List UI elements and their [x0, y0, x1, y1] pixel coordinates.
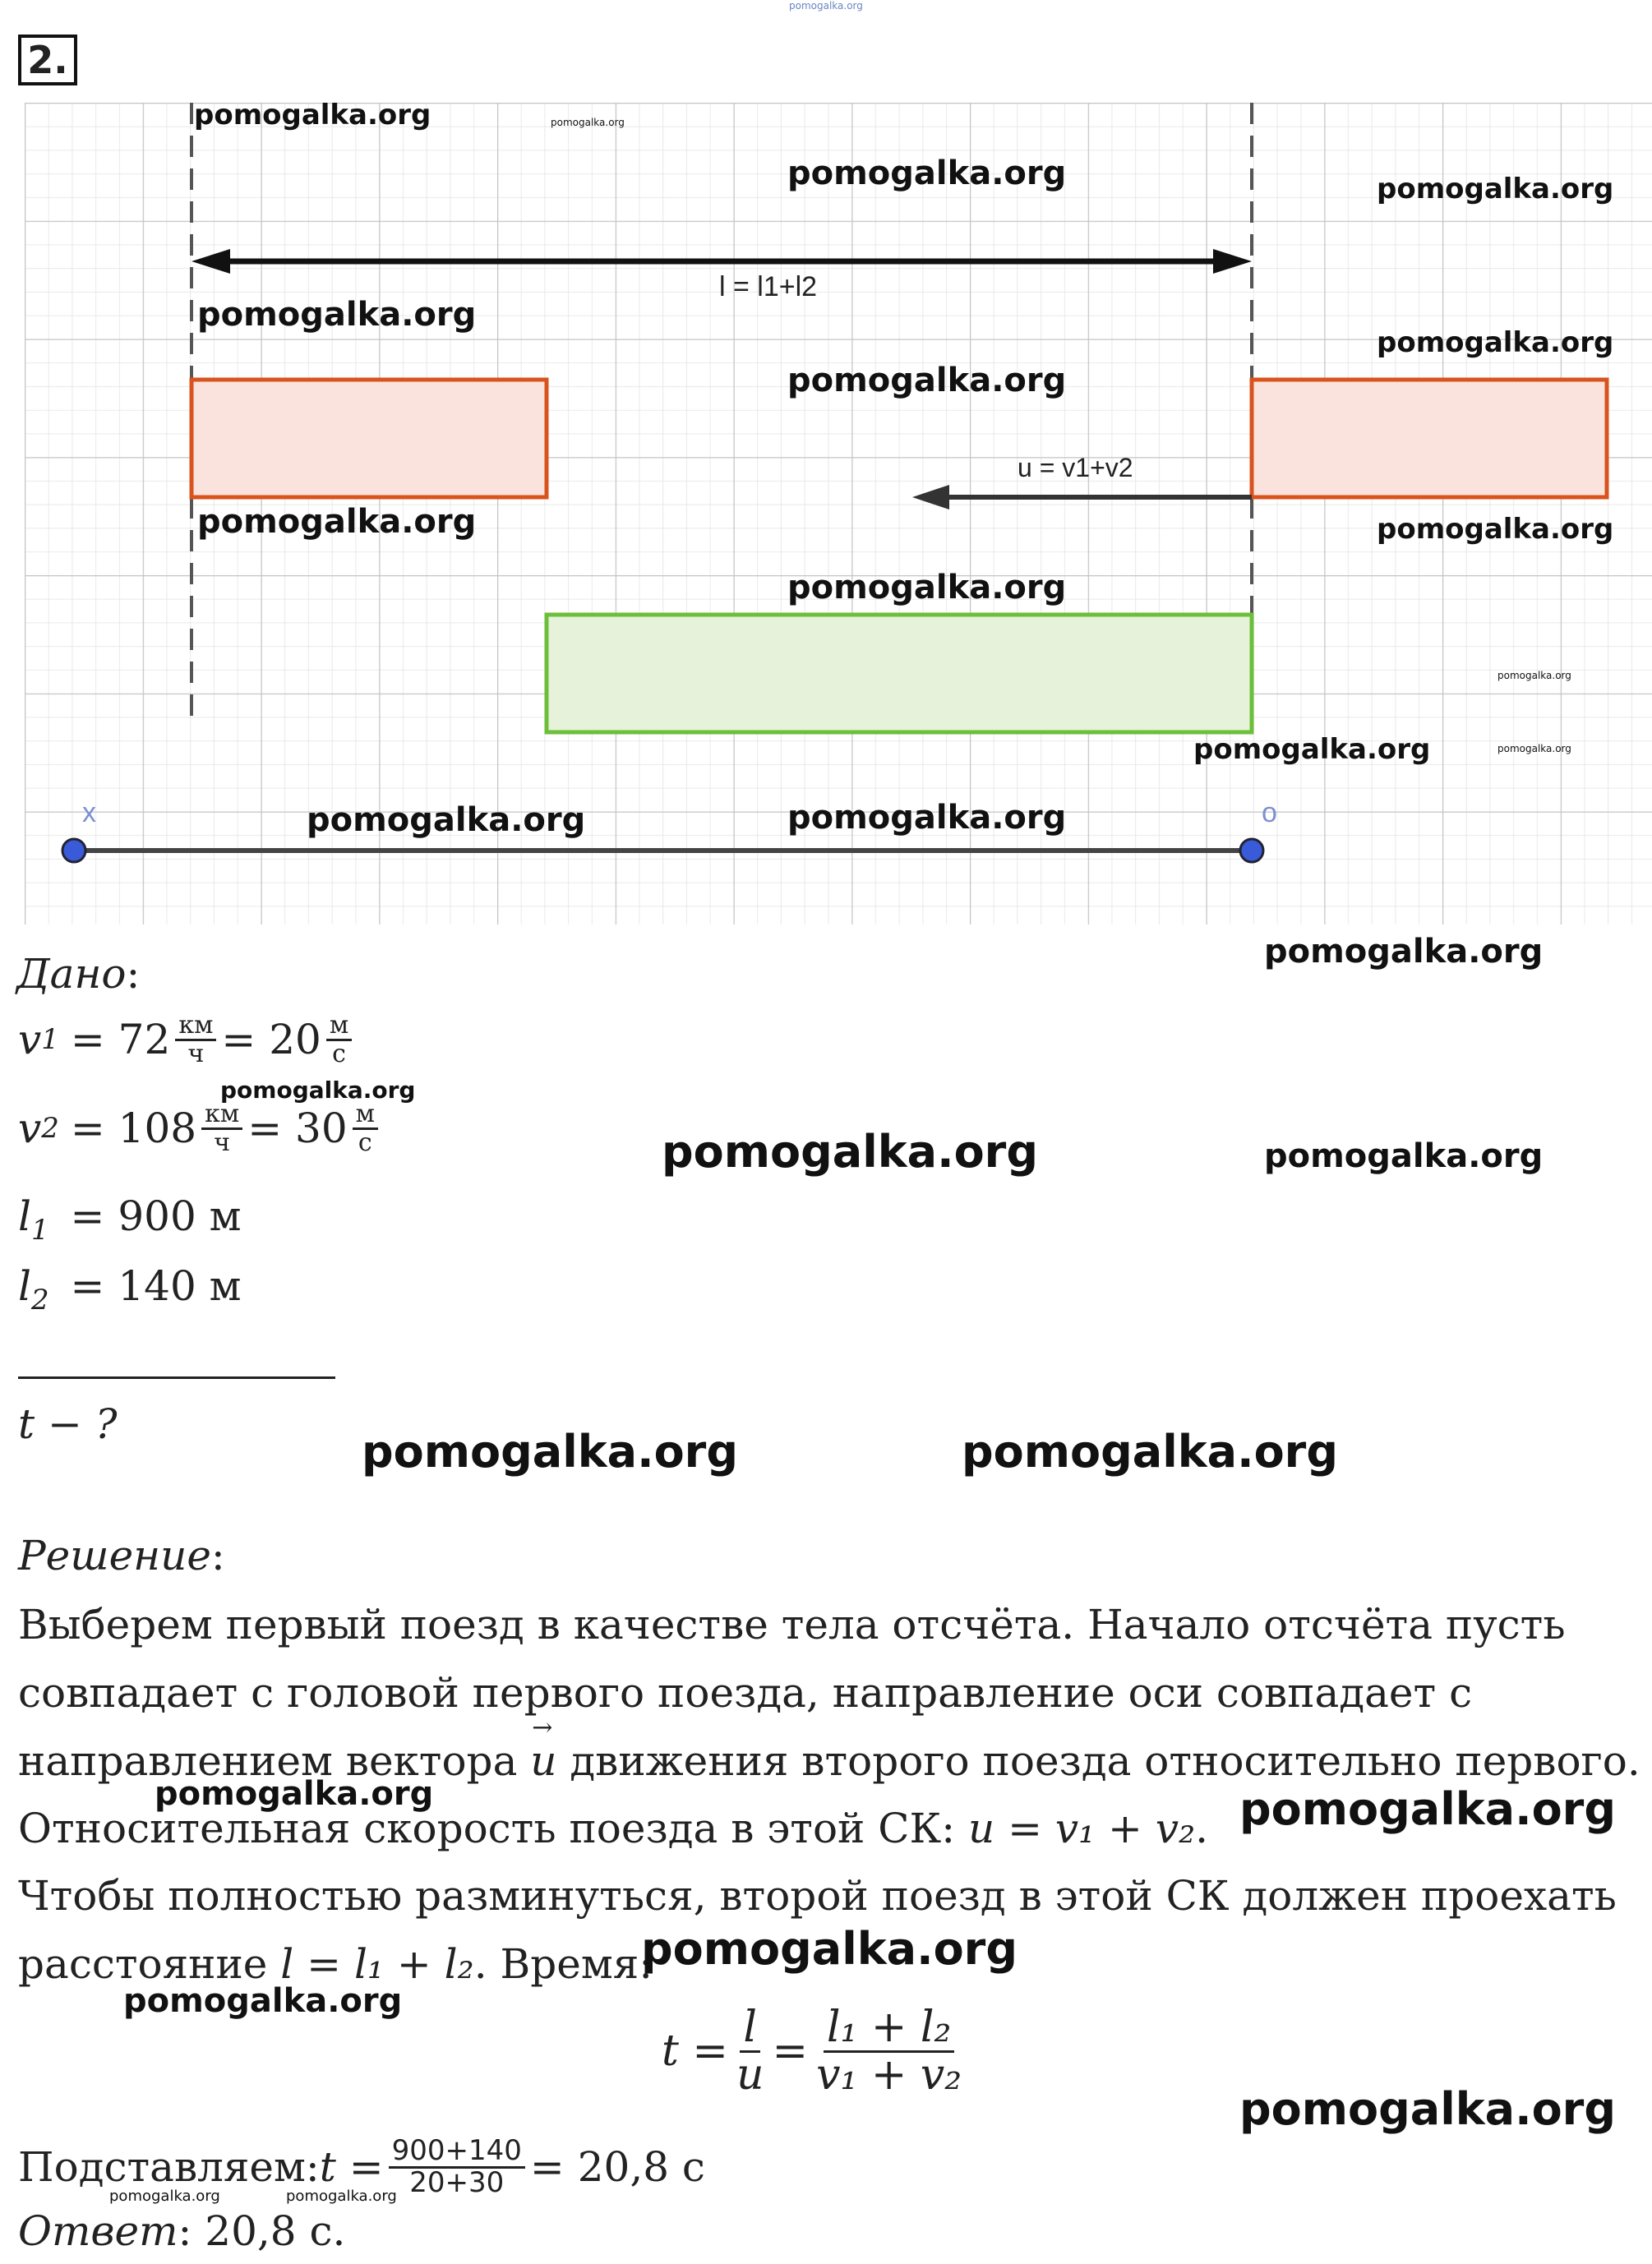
- find-label: t − ?: [18, 1400, 118, 1448]
- axis-origin-label: o: [1262, 797, 1277, 828]
- given-divider: [18, 1376, 335, 1379]
- solution-line-4: Относительная скорость поезда в этой СК: u = v₁ + v₂.: [18, 1805, 1209, 1852]
- watermark: pomogalka.org: [197, 503, 477, 541]
- given-l1: $l_1 = 900$ м: [18, 1192, 242, 1247]
- watermark: pomogalka.org: [123, 1982, 403, 2020]
- watermark: pomogalka.org: [307, 801, 586, 839]
- solution-line-5: Чтобы полностью разминуться, второй поезд в этой СК должен проехать: [18, 1872, 1617, 1920]
- given-l2: $l_2 = 140$ м: [18, 1262, 242, 1316]
- length-label: l = l1+l2: [719, 271, 818, 302]
- watermark: pomogalka.org: [1193, 733, 1431, 766]
- answer: Ответ: 20,8 с.: [18, 2207, 346, 2255]
- watermark: pomogalka.org: [787, 799, 1067, 837]
- axis-point-x: [62, 839, 85, 862]
- watermark: pomogalka.org: [286, 2188, 397, 2205]
- watermark-top: pomogalka.org: [789, 0, 863, 12]
- solution-heading: Решение:: [18, 1532, 225, 1579]
- velocity-label: u = v1+v2: [1018, 453, 1133, 482]
- watermark: pomogalka.org: [362, 1426, 738, 1478]
- axis-x-label: x: [82, 797, 96, 828]
- watermark: pomogalka.org: [1239, 2083, 1616, 2135]
- substitution: Подставляем: t = $\frac{900+140}{20+30}$ = 20,8 с: [18, 2134, 705, 2199]
- watermark: pomogalka.org: [1377, 173, 1614, 205]
- watermark: pomogalka.org: [1264, 1137, 1544, 1175]
- watermark: pomogalka.org: [109, 2188, 220, 2205]
- given-heading: Дано:: [16, 950, 141, 998]
- watermark: pomogalka.org: [194, 99, 431, 131]
- watermark: pomogalka.org: [962, 1426, 1338, 1478]
- watermark: pomogalka.org: [155, 1775, 434, 1813]
- time-formula: t = $\frac{l}{u}$ = $\frac{\text{l₁ + l₂}}{\text{v₁ + v₂}}$: [662, 2003, 962, 2100]
- watermark: pomogalka.org: [787, 362, 1067, 399]
- train1-right: [1252, 380, 1607, 497]
- watermark: pomogalka.org: [197, 296, 477, 334]
- watermark: pomogalka.org: [787, 154, 1067, 192]
- watermark: pomogalka.org: [1377, 326, 1614, 359]
- watermark: pomogalka.org: [220, 1077, 416, 1104]
- watermark: pomogalka.org: [787, 569, 1067, 606]
- watermark: pomogalka.org: [1264, 933, 1544, 971]
- train2: [547, 615, 1252, 732]
- train1-left: [192, 380, 547, 497]
- solution-line-6: расстояние l = l₁ + l₂. Время:: [18, 1940, 653, 1988]
- solution-line-2: совпадает с головой первого поезда, направление оси совпадает с: [18, 1669, 1473, 1717]
- given-v2: v 2 = 108 $\frac{км}{ч}$ = 30 $\frac{м}{с}$: [18, 1101, 383, 1155]
- watermark: pomogalka.org: [1497, 670, 1571, 681]
- watermark: pomogalka.org: [641, 1923, 1018, 1975]
- solution-line-3: направлением вектора → u движения второго поезда относительно первого.: [18, 1713, 1640, 1785]
- task-number: 2.: [18, 35, 77, 85]
- watermark: pomogalka.org: [551, 117, 625, 128]
- solution-line-1: Выберем первый поезд в качестве тела отсчёта. Начало отсчёта пусть: [18, 1601, 1566, 1648]
- watermark: pomogalka.org: [1497, 743, 1571, 754]
- axis-point-origin: [1240, 839, 1263, 862]
- given-v1: v 1 = 72 $\frac{км}{ч}$ = 20 $\frac{м}{с}$: [18, 1012, 357, 1067]
- watermark: pomogalka.org: [662, 1126, 1038, 1178]
- watermark: pomogalka.org: [1239, 1783, 1616, 1835]
- watermark: pomogalka.org: [1377, 513, 1614, 546]
